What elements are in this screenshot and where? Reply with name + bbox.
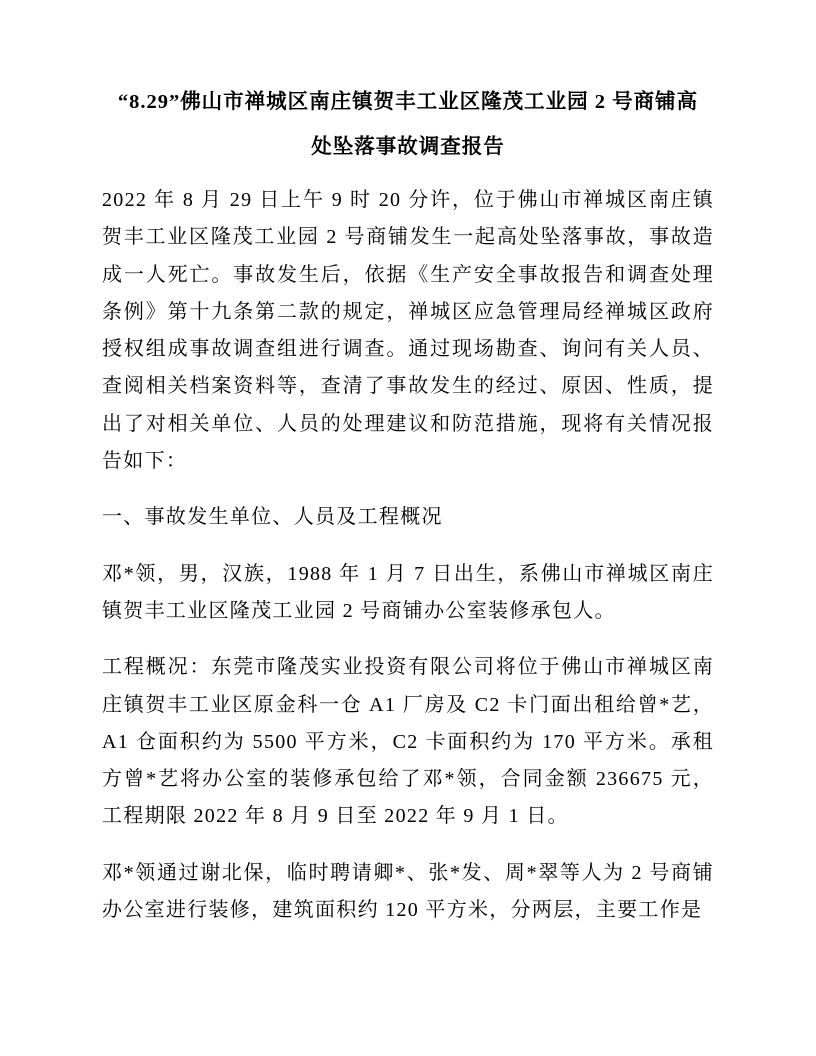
paragraph-hiring-overview: 邓*领通过谢北保，临时聘请卿*、张*发、周*翠等人为 2 号商铺办公室进行装修，建筑面积约 120 平方米，分两层，主要工作是 [102,861,714,922]
paragraph-person-overview: 邓*领，男，汉族，1988 年 1 月 7 日出生，系佛山市禅城区南庄镇贺丰工业区隆茂工业园 2 号商铺办公室装修承包人。 [102,562,714,622]
paragraph-intro: 2022 年 8 月 29 日上午 9 时 20 分许，位于佛山市禅城区南庄镇贺丰工业区隆茂工业园 2 号商铺发生一起高处坠落事故，事故造成一人死亡。事故发生后，依据《生产安全事故报告和调查处理条例》第十九条第二款的规定，禅城区应急管理局经禅城区政府授权组成事故调查组进行调查。通过现场勘查、询问有关人员、查阅相关档案资料等，查清了事故发生的经过、原因、性质，提出了对相关单位、人员的处理建议和防范措施，现将有关情况报告如下： [102,189,714,473]
section-heading-1: 一、事故发生单位、人员及工程概况 [102,506,443,529]
document-title [102,80,714,170]
paragraph-project-overview: 工程概况：东莞市隆茂实业投资有限公司将位于佛山市禅城区南庄镇贺丰工业区原金科一仓 A1 厂房及 C2 卡门面出租给曾*艺，A1 仓面积约为 5500 平方米，C2 卡面积约为 170 平方米。承租方曾*艺将办公室的装修承包给了邓*领，合同金额 236675 元，工程期限 2022 年 8 月 9 日至 2022 年 9 月 1 日。 [102,656,714,828]
document-title-line-2: 处坠落事故调查报告 [311,136,505,158]
document-title-line-1: “8.29”佛山市禅城区南庄镇贺丰工业区隆茂工业园 2 号商铺高 [117,91,699,113]
